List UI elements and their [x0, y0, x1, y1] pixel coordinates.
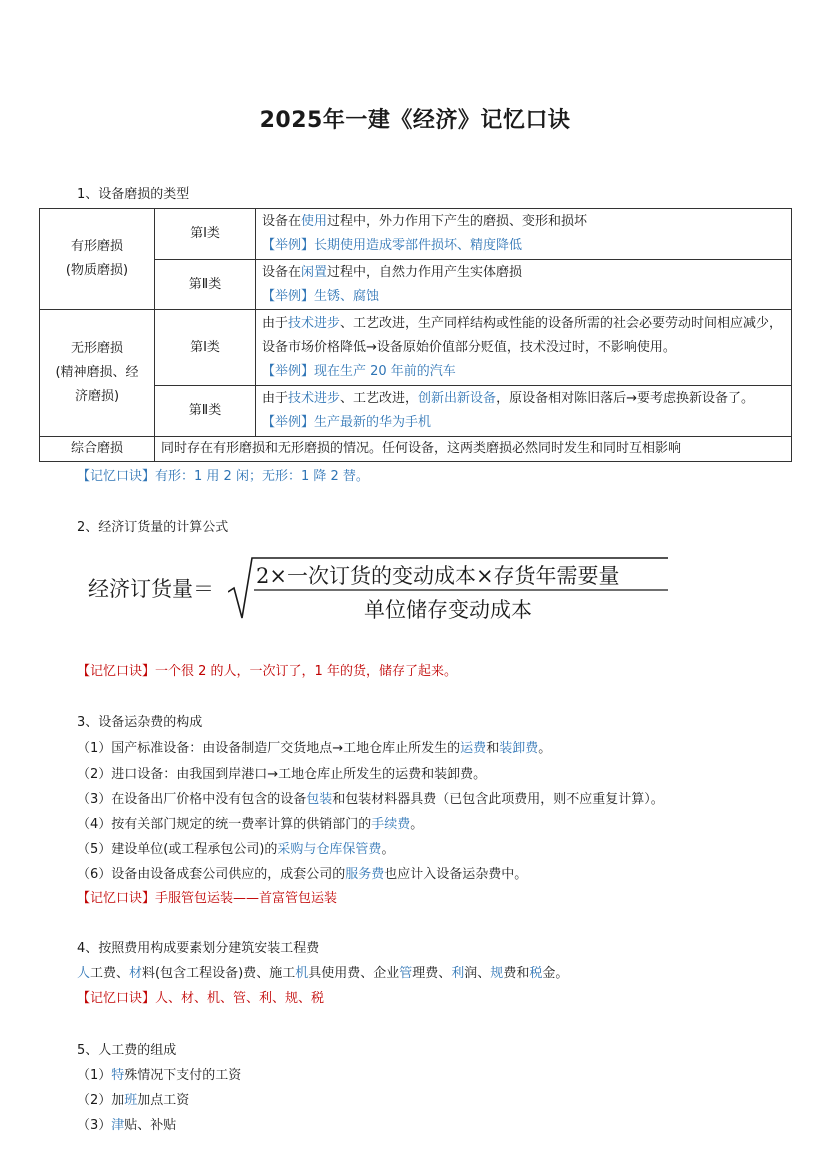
- list-item: （6）设备由设备成套公司供应的，成套公司的服务费也应计入设备运杂费中。: [77, 867, 528, 882]
- formula-lhs: 经济订货量＝: [88, 577, 214, 601]
- section-4-mnemonic: 【记忆口诀】人、材、机、管、利、规、税: [77, 991, 325, 1006]
- intangible-type1-example: 【举例】现在生产 20 年前的汽车: [262, 363, 456, 379]
- intangible-type1-label: 第Ⅰ类: [155, 310, 256, 386]
- list-item: （5）建设单位(或工程承包公司)的采购与仓库保管费。: [77, 842, 395, 857]
- list-item: （3）在设备出厂价格中没有包含的设备包装和包装材料器具费（已包含此项费用，则不应重复计算）。: [77, 792, 664, 807]
- tangible-type2-example: 【举例】生锈、腐蚀: [262, 288, 380, 304]
- list-item: （4）按有关部门规定的统一费率计算的供销部门的手续费。: [77, 817, 424, 832]
- combined-desc: 同时存在有形磨损和无形磨损的情况。任何设备，这两类磨损必然同时发生和同时互相影响: [155, 437, 792, 462]
- formula-numerator: 2×一次订货的变动成本×存货年需要量: [256, 564, 620, 588]
- intangible-label: 无形磨损: [70, 341, 123, 356]
- table-row: [40, 310, 792, 386]
- tangible-category-cell: [40, 209, 155, 310]
- table-row: [40, 209, 792, 260]
- eoq-formula: [88, 556, 678, 620]
- section-3-mnemonic: 【记忆口诀】手服管包运装——首富管包运装: [77, 891, 338, 906]
- table-row: [40, 437, 792, 462]
- wear-types-table: [39, 208, 792, 462]
- list-item: （2）加班加点工资: [77, 1093, 190, 1108]
- intangible-type1-desc: 由于技术进步、工艺改进，生产同样结构或性能的设备所需的社会必要劳动时间相应减少，设备市场价格降低→设备原始价值部分贬值，技术没过时，不影响使用。 【举例】现在生产 20 年前的汽车: [256, 310, 792, 386]
- tangible-sublabel: (物质磨损): [65, 263, 129, 278]
- section-4-heading: 4、按照费用构成要素划分建筑安装工程费: [77, 941, 320, 956]
- section-1-mnemonic: 【记忆口诀】有形：1 用 2 闲；无形：1 降 2 替。: [77, 469, 369, 484]
- list-item: （1）国产标准设备：由设备制造厂交货地点→工地仓库止所发生的运费和装卸费。: [77, 741, 552, 756]
- list-item: （3）津贴、补贴: [77, 1118, 177, 1133]
- tangible-type2-label: 第Ⅱ类: [155, 260, 256, 310]
- section-2-mnemonic: 【记忆口诀】一个很 2 的人，一次订了，1 年的货，储存了起来。: [77, 664, 457, 679]
- section-1-heading: 1、设备磨损的类型: [77, 187, 190, 202]
- formula-denominator: 单位储存变动成本: [364, 598, 532, 622]
- tangible-type2-desc: 设备在闲置过程中，自然力作用产生实体磨损 【举例】生锈、腐蚀: [256, 260, 792, 310]
- tangible-type1-label: 第Ⅰ类: [155, 209, 256, 260]
- intangible-category-cell: 无形磨损 (精神磨损、经 济磨损): [40, 310, 155, 437]
- page-title: 2025年一建《经济》记忆口诀: [259, 108, 571, 133]
- tangible-type1-desc: 设备在使用过程中，外力作用下产生的磨损、变形和损坏 【举例】长期使用造成零部件损坏、精度降低: [256, 209, 792, 260]
- section-3-heading: 3、设备运杂费的构成: [77, 715, 203, 730]
- intangible-type2-label: 第Ⅱ类: [155, 386, 256, 437]
- section-5-heading: 5、人工费的组成: [77, 1043, 177, 1058]
- tangible-type1-example: 【举例】长期使用造成零部件损坏、精度降低: [262, 238, 523, 253]
- intangible-type2-desc: 由于技术进步、工艺改进，创新出新设备，原设备相对陈旧落后→要考虑换新设备了。 【举例】生产最新的华为手机: [256, 386, 792, 437]
- cost-elements-line: 人工费、材料(包含工程设备)费、施工机具使用费、企业管理费、利润、规费和税金。: [77, 966, 569, 981]
- tangible-label: 有形磨损: [70, 239, 123, 254]
- combined-label: 综合磨损: [40, 437, 155, 462]
- list-item: （2）进口设备：由我国到岸港口→工地仓库止所发生的运费和装卸费。: [77, 767, 487, 782]
- intangible-type2-example: 【举例】生产最新的华为手机: [262, 415, 432, 430]
- list-item: （1）特殊情况下支付的工资: [77, 1068, 242, 1083]
- section-2-heading: 2、经济订货量的计算公式: [77, 520, 229, 535]
